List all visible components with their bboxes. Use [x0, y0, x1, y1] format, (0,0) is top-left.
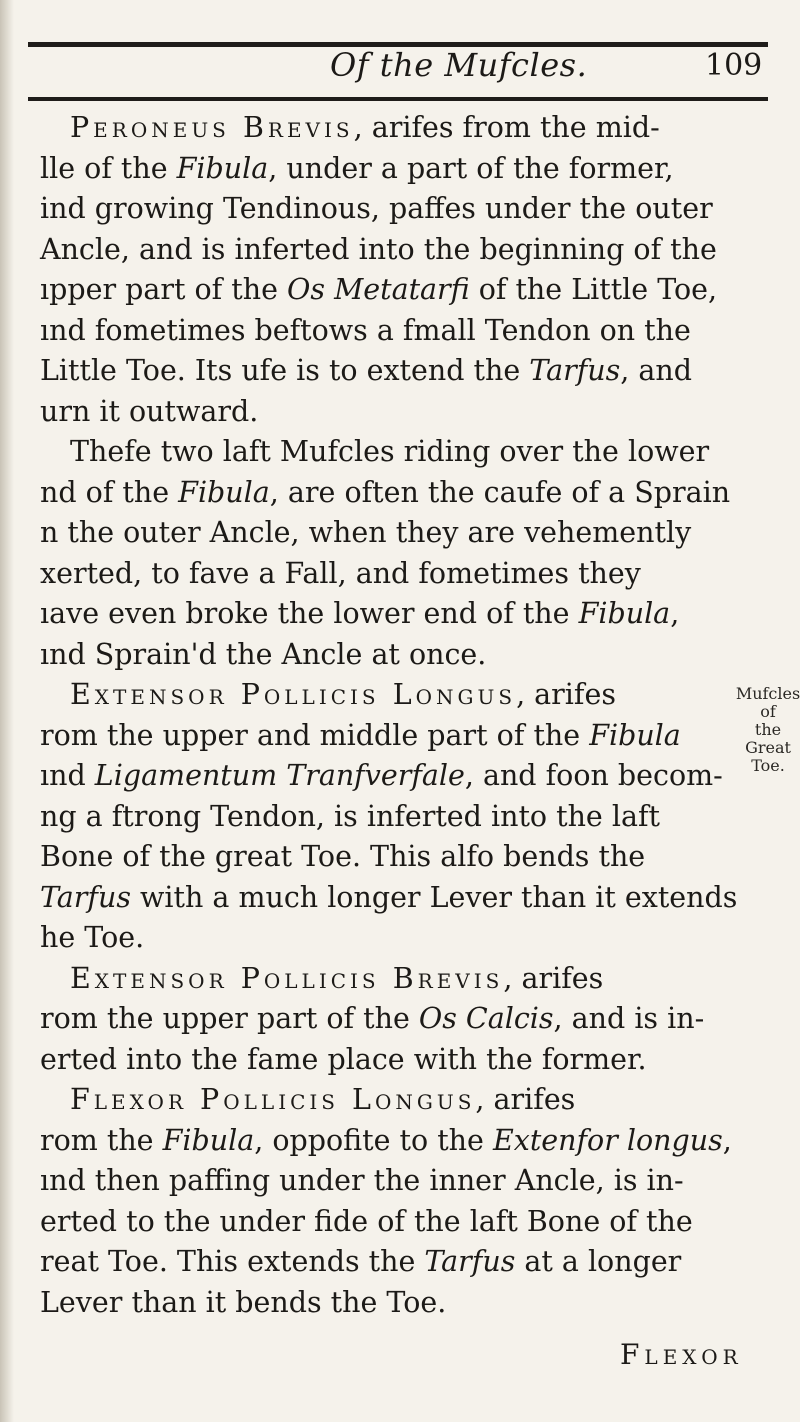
text-line: erted to the under fide of the laft Bone of the	[40, 1204, 693, 1238]
running-head: Of the Mufcles.	[330, 46, 588, 84]
text-line: ng a ftrong Tendon, is inferted into the laft	[40, 799, 660, 833]
text-line: reat Toe. This extends the Tarfus at a longer	[40, 1245, 682, 1278]
text-line: ind growing Tendinous, paffes under the outer	[40, 192, 713, 225]
text-line: Tarfus with a much longer Lever than it extends	[40, 880, 738, 914]
text-line: ıpper part of the Os Metatarfi of the Little Toe,	[40, 273, 718, 306]
text-line: ınd Ligamentum Tranfverfale, and foon becom-	[40, 759, 723, 792]
text-line: Thefe two laft Mufcles riding over the lower	[70, 435, 710, 468]
text-line: Extensor Pollicis Brevis, arifes	[70, 961, 604, 995]
header-rule	[28, 97, 768, 101]
text-line: rom the upper and middle part of the Fibula	[40, 718, 681, 752]
text-line: urn it outward.	[40, 394, 259, 428]
muscle-name: Extensor Pollicis Longus	[70, 678, 517, 711]
text-line: ıave even broke the lower end of the Fibula,	[40, 597, 680, 630]
text-line: he Toe.	[40, 921, 145, 954]
body-text	[40, 108, 738, 1323]
text-line: Little Toe. Its ufe is to extend the Tarfus, and	[40, 354, 692, 387]
page-number: 109	[705, 48, 763, 83]
text-line: erted into the fame place with the former.	[40, 1042, 647, 1076]
text-line: Flexor Pollicis Longus, arifes	[70, 1083, 576, 1116]
text-line: nd of the Fibula, are often the caufe of a Sprain	[40, 475, 731, 509]
text-line: Bone of the great Toe. This alfo bends the	[40, 840, 646, 873]
muscle-name: Flexor Pollicis Longus	[70, 1083, 476, 1116]
text-line: rom the upper part of the Os Calcis, and is in-	[40, 1002, 705, 1035]
catchword: Flexor	[620, 1338, 743, 1371]
page-gutter-shadow	[0, 0, 14, 1422]
margin-note: Mufcles of the Great Toe.	[735, 684, 800, 775]
text-line: ınd fometimes beftows a fmall Tendon on the	[40, 313, 691, 347]
text-line: Peroneus Brevis, arifes from the mid-	[70, 111, 660, 144]
text-line: rom the Fibula, oppofite to the Extenfor longus,	[40, 1123, 732, 1157]
text-line: ınd Sprain'd the Ancle at once.	[40, 637, 487, 671]
muscle-name: Extensor Pollicis Brevis	[70, 961, 504, 995]
text-line: Extensor Pollicis Longus, arifes	[70, 678, 616, 711]
text-line: n the outer Ancle, when they are vehemently	[40, 516, 692, 549]
muscle-name: Peroneus Brevis	[70, 111, 354, 144]
text-line: lle of the Fibula, under a part of the former,	[40, 151, 674, 185]
text-line: Ancle, and is inferted into the beginning of the	[40, 232, 717, 266]
text-line: xerted, to fave a Fall, and fometimes they	[40, 556, 641, 590]
text-line: ınd then paffing under the inner Ancle, is in-	[40, 1164, 684, 1197]
text-line: Lever than it bends the Toe.	[40, 1285, 447, 1319]
